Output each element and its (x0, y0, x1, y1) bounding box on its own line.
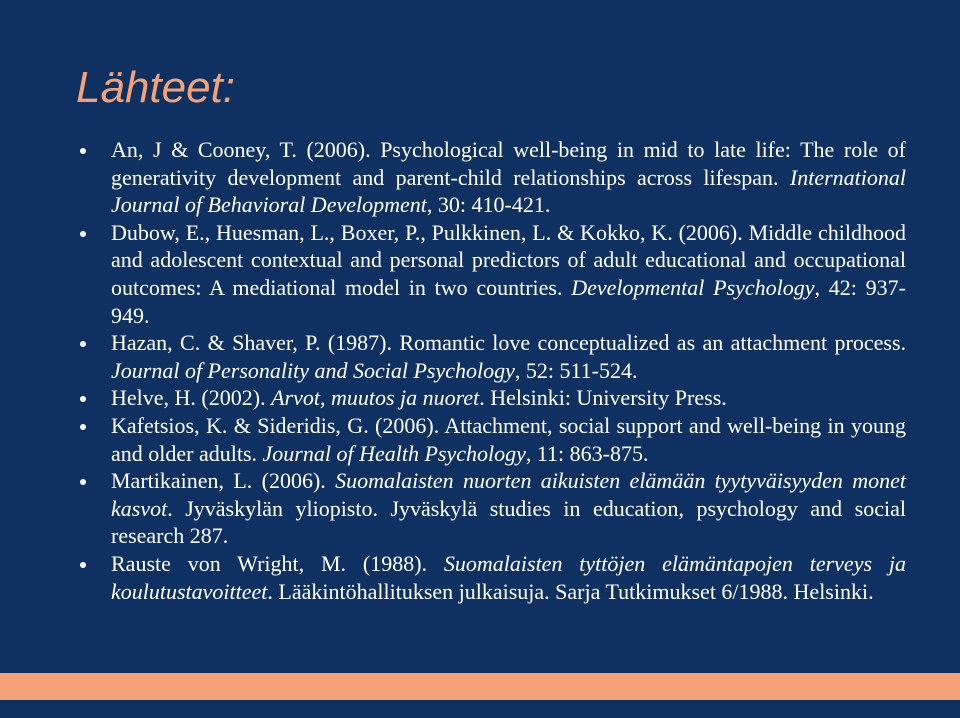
reference-journal: International Journal of Behavioral Development (111, 164, 907, 218)
reference-journal: Journal of Health Psychology (262, 440, 526, 466)
reference-item (80, 550, 906, 605)
reference-authors: Dubow, E., Huesman, L., Boxer, P., Pulkkinen, L. & Kokko, K. (2006). Middle childhood and adolescent contextual and personal predictors of adult educational and occupational outcomes: A mediational model in two countries. (111, 219, 906, 300)
reference-authors: Kafetsios, K. & Sideridis, G. (2006). Attachment, social support and well-being in young and older adults. (111, 412, 906, 466)
reference-journal: Suomalaisten tyttöjen elämäntapojen terveys ja koulutustavoitteet (111, 550, 906, 604)
reference-details: . Jyväskylän yliopisto. Jyväskylä studies in education, psychology and social research 287. (111, 495, 906, 549)
reference-item (80, 467, 906, 550)
reference-authors: Martikainen, L. (2006). (111, 468, 326, 494)
reference-details: , 30: 410-421. (426, 192, 551, 218)
reference-item (80, 329, 906, 384)
reference-details: . Helsinki: University Press. (479, 385, 727, 411)
reference-journal: Developmental Psychology (571, 274, 815, 300)
reference-authors: Helve, H. (2002). (111, 385, 266, 411)
reference-list (80, 136, 906, 605)
reference-item (80, 136, 906, 219)
reference-details: . Lääkintöhallituksen julkaisuja. Sarja Tutkimukset 6/1988. Helsinki. (267, 578, 874, 604)
reference-item (80, 384, 906, 412)
accent-bar (0, 673, 960, 700)
reference-authors: Hazan, C. & Shaver, P. (1987). Romantic love conceptualized as an attachment process. (111, 330, 906, 356)
reference-details: , 52: 511-524. (514, 357, 638, 383)
reference-details: , 42: 937-949. (111, 274, 906, 328)
reference-authors: An, J & Cooney, T. (2006). Psychological well-being in mid to late life: The role of generativity development and parent-child relationships across lifespan. (111, 137, 906, 190)
reference-authors: Rauste von Wright, M. (1988). (111, 550, 428, 576)
reference-journal: Suomalaisten nuorten aikuisten elämään tyytyväisyyden monet kasvot (111, 468, 907, 521)
reference-details: , 11: 863-875. (525, 440, 649, 466)
reference-item (80, 412, 906, 467)
slide-title: Lähteet: (76, 63, 236, 112)
reference-journal: Journal of Personality and Social Psychology (111, 357, 515, 383)
reference-item (80, 219, 906, 329)
reference-journal: Arvot, muutos ja nuoret (271, 385, 480, 411)
